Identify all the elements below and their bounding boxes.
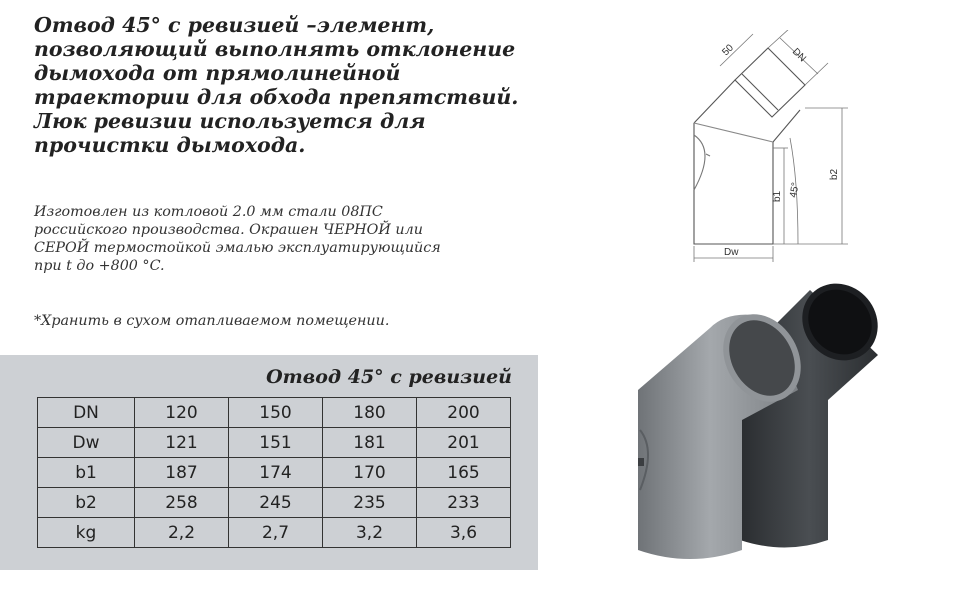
storage-note: *Хранить в сухом отапливаемом помещении. (34, 313, 390, 329)
table-row (38, 458, 511, 488)
description-line: российского производства. Окрашен ЧЕРНОЙ или (34, 222, 423, 238)
heading-line: дымохода от прямолинейной (34, 61, 401, 85)
table-cell: 187 (135, 458, 229, 488)
product-description (34, 203, 554, 275)
dim-label-dn: DN (789, 46, 808, 65)
table-cell: 258 (135, 488, 229, 518)
heading-line: Отвод 45° с ревизией –элемент, (34, 13, 435, 37)
table-cell: 150 (229, 398, 323, 428)
dim-label-dw: Dw (724, 247, 739, 258)
table-cell: 170 (323, 458, 417, 488)
lower-pipe-outline (694, 123, 773, 244)
table-cell: 201 (417, 428, 511, 458)
table-cell: 3,2 (323, 518, 417, 548)
description-line: СЕРОЙ термостойкой эмалью эксплуатирующийся (34, 240, 441, 256)
table-row (38, 488, 511, 518)
row-label: b1 (38, 458, 135, 488)
table-cell: 2,7 (229, 518, 323, 548)
spec-table-title: Отвод 45° с ревизией (266, 366, 512, 388)
angled-right-edge (773, 110, 800, 142)
product-photo (620, 270, 920, 570)
seam-line (694, 123, 773, 142)
heading-line: траектории для обхода препятствий. (34, 85, 519, 109)
angled-left-edge (694, 80, 735, 123)
table-row (38, 518, 511, 548)
table-cell: 2,2 (135, 518, 229, 548)
spec-table-panel (0, 355, 538, 570)
row-label: Dw (38, 428, 135, 458)
description-line: при t до +800 °C. (34, 258, 165, 274)
table-cell: 120 (135, 398, 229, 428)
hatch-outline (694, 135, 705, 190)
table-row (38, 428, 511, 458)
row-label: DN (38, 398, 135, 428)
heading-line: Люк ревизии используется для (34, 109, 426, 133)
heading-line: прочистки дымохода. (34, 133, 306, 157)
description-line: Изготовлен из котловой 2.0 мм стали 08ПС (34, 204, 383, 220)
product-heading (34, 13, 554, 157)
table-cell: 151 (229, 428, 323, 458)
table-cell: 3,6 (417, 518, 511, 548)
table-cell: 233 (417, 488, 511, 518)
table-cell: 181 (323, 428, 417, 458)
spec-table (37, 397, 511, 548)
row-label: kg (38, 518, 135, 548)
dim-label-b2: b2 (829, 168, 840, 180)
table-cell: 200 (417, 398, 511, 428)
table-cell: 235 (323, 488, 417, 518)
table-cell: 245 (229, 488, 323, 518)
dim-label-b1: b1 (772, 190, 783, 202)
technical-drawing (680, 30, 860, 270)
table-cell: 180 (323, 398, 417, 428)
table-row (38, 398, 511, 428)
table-cell: 165 (417, 458, 511, 488)
dim-label-50: 50 (720, 42, 736, 59)
row-label: b2 (38, 488, 135, 518)
heading-line: позволяющий выполнять отклонение (34, 37, 516, 61)
dim-label-angle: 45° (788, 181, 802, 199)
table-cell: 121 (135, 428, 229, 458)
table-cell: 174 (229, 458, 323, 488)
